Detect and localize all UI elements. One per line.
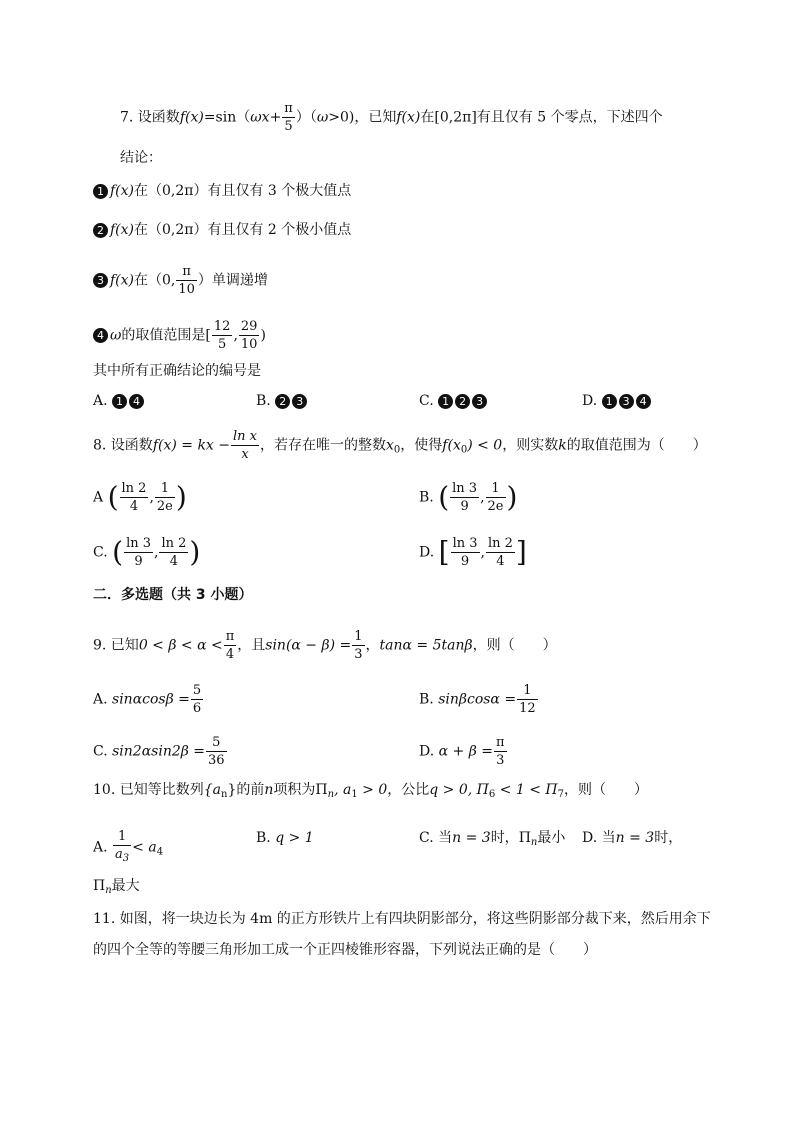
q9-frac2 bbox=[352, 628, 364, 663]
q7-item-1 bbox=[93, 181, 351, 201]
q7-option-b-label: B. bbox=[256, 393, 271, 409]
q10-c-prod: Π bbox=[518, 830, 531, 846]
q10-option-c[interactable] bbox=[419, 828, 565, 853]
q10-option-b[interactable] bbox=[256, 828, 314, 848]
q7-rest: 有且仅有 5 个零点，下述四个 bbox=[476, 109, 663, 126]
q8-a-frac2 bbox=[155, 480, 175, 515]
circle-1-icon: 1 bbox=[438, 394, 453, 409]
q7-function: f(x) bbox=[179, 109, 204, 126]
q9-c-num: 5 bbox=[206, 734, 227, 752]
q8-option-b-label: B. bbox=[419, 489, 434, 506]
q9-option-d[interactable] bbox=[419, 734, 508, 769]
q8-a-d2: 2e bbox=[156, 499, 173, 514]
q7-item4-d2: 10 bbox=[240, 337, 258, 352]
q10-c-expr: n = 3 bbox=[452, 830, 491, 846]
q10-cond2: > 0 bbox=[357, 782, 388, 798]
q10-prod-sub: n bbox=[327, 789, 335, 800]
left-paren-icon: ( bbox=[438, 480, 450, 514]
q10-option-d[interactable] bbox=[582, 828, 682, 848]
q9-b-expr: sinβcosα = bbox=[438, 691, 517, 708]
q10-b-expr: q > 1 bbox=[275, 830, 314, 846]
q9-sep: ， bbox=[365, 637, 380, 654]
circle-1-icon: 1 bbox=[602, 394, 617, 409]
q7-item2-fx: f(x) bbox=[110, 222, 135, 238]
q10-d-text2: 时， bbox=[654, 830, 683, 846]
q8-option-a-label: A bbox=[93, 489, 104, 506]
q8-function: f(x) = kx − bbox=[152, 437, 231, 454]
q9-b-num: 1 bbox=[517, 682, 538, 700]
q10-option-a[interactable] bbox=[93, 828, 163, 867]
q10-d-text: 当 bbox=[601, 830, 616, 846]
q7-omega: ω bbox=[316, 109, 329, 126]
q8-post: ，则实数 bbox=[502, 437, 559, 454]
q10-q-sub: 6 bbox=[488, 789, 496, 800]
q8-c-n1: ln 3 bbox=[126, 536, 151, 551]
q7-item-2 bbox=[93, 220, 351, 240]
section-heading: 二．多选题（共 3 小题） bbox=[93, 587, 253, 603]
q8-frac-den: x bbox=[241, 447, 249, 462]
q7-frac-num: π bbox=[284, 101, 293, 116]
left-bracket-icon: [ bbox=[438, 535, 450, 569]
q8-stem bbox=[93, 428, 707, 463]
q10-a-rest-sub: 4 bbox=[156, 846, 164, 858]
q11-stem-line1: 11. 如图，将一块边长为 4m 的正方形铁片上有四块阴影部分，将这些阴影部分裁下来，然后用余下 bbox=[93, 911, 711, 927]
q8-b-frac1 bbox=[450, 480, 479, 515]
q10-a-den-sub: 3 bbox=[122, 853, 130, 864]
q10-d-expr: n = 3 bbox=[615, 830, 655, 846]
q7-tail: 其中所有正确结论的编号是 bbox=[93, 363, 261, 379]
q10-n: n bbox=[264, 782, 274, 798]
q7-item4-omega: ω bbox=[110, 327, 122, 344]
right-paren-icon: ) bbox=[506, 480, 518, 514]
q7-plus: + bbox=[269, 109, 282, 126]
q9-a-frac bbox=[191, 682, 203, 717]
q8-c-n2: ln 2 bbox=[161, 536, 187, 551]
q9-frac2-den: 3 bbox=[354, 647, 363, 662]
q7-item-4 bbox=[93, 318, 266, 353]
q8-d-frac1 bbox=[451, 535, 480, 570]
q10-seq: {a bbox=[203, 782, 221, 798]
q7-item4-pre: 的取值范围是[ bbox=[121, 327, 211, 344]
q8-ineq2: ) < 0 bbox=[467, 437, 503, 454]
q7-item1-text: 在（0,2π）有且仅有 3 个极大值点 bbox=[134, 183, 352, 199]
q8-mid2: ，使得 bbox=[400, 437, 443, 454]
q7-item4-frac1 bbox=[212, 318, 233, 353]
q10-option-b-label: B. bbox=[256, 830, 271, 846]
q9-option-a[interactable] bbox=[93, 682, 204, 717]
q10-a-den bbox=[113, 846, 131, 867]
q8-c-d2: 4 bbox=[169, 554, 179, 569]
q7-item4-comma: , bbox=[233, 327, 238, 344]
q7-option-d-label: D. bbox=[582, 393, 598, 409]
q7-stem-line1 bbox=[120, 100, 663, 135]
q8-a-n2: 1 bbox=[155, 480, 175, 498]
q10-option-d-label: D. bbox=[582, 830, 598, 846]
q10-seq-sub: n bbox=[220, 789, 228, 800]
q10-d-prod: Π bbox=[93, 878, 106, 894]
q8-d-n2: ln 2 bbox=[487, 536, 513, 551]
q10-mid: 的前 bbox=[236, 782, 265, 798]
q8-option-c[interactable]: C. ( $\frac{\ln 3}{9}$ , $\frac{\ln 2}{4}$ ) bbox=[93, 535, 201, 569]
q8-b-frac2 bbox=[486, 480, 506, 515]
q7-prefix: 7. 设函数 bbox=[120, 109, 180, 126]
q7-option-c[interactable] bbox=[419, 391, 489, 411]
q7-omega-x: ωx bbox=[250, 109, 270, 126]
q9-c-den: 36 bbox=[208, 753, 225, 768]
q9-option-b[interactable] bbox=[419, 682, 539, 717]
q7-item4-n1: 12 bbox=[213, 319, 231, 334]
q10-a-frac bbox=[113, 828, 131, 867]
q8-ineq-sub: 0 bbox=[460, 444, 468, 456]
q11-stem-line2: 的四个全等的等腰三角形加工成一个正四棱锥形容器，下列说法正确的是（ ） bbox=[93, 942, 597, 958]
circle-4-icon: 4 bbox=[129, 394, 144, 409]
q8-ineq: f(x bbox=[442, 437, 461, 454]
q9-b-frac bbox=[517, 682, 538, 717]
q8-option-c-label: C. bbox=[93, 544, 108, 561]
right-paren-icon: ) bbox=[189, 535, 201, 569]
q8-fraction bbox=[231, 428, 259, 463]
q9-a-den: 6 bbox=[192, 701, 202, 716]
circle-4-icon: 4 bbox=[636, 394, 651, 409]
q8-a-frac1 bbox=[120, 480, 149, 515]
q7-frac-den: 5 bbox=[284, 119, 293, 134]
q9-frac1-num: π bbox=[225, 629, 235, 644]
q10-post: ，则（ ） bbox=[563, 782, 648, 798]
q7-item3-num: π bbox=[176, 263, 197, 281]
q9-option-a-label: A. bbox=[93, 691, 108, 708]
q10-c-prod-sub: n bbox=[530, 837, 538, 848]
q7-interval: [0,2π] bbox=[434, 109, 477, 126]
q9-a-num: 5 bbox=[192, 683, 202, 698]
q10-a-rest: < a bbox=[132, 839, 157, 856]
q9-d-den: 3 bbox=[496, 753, 505, 768]
q10-cond: , a bbox=[334, 782, 352, 798]
q10-prod: Π bbox=[315, 782, 328, 798]
q10-seq-close: } bbox=[227, 782, 237, 798]
q7-stem-line2: 结论： bbox=[120, 150, 162, 166]
q10-a-den-var: a bbox=[115, 847, 123, 862]
q8-mid: ，若存在唯一的整数 bbox=[260, 437, 387, 454]
q10-mid3: ，公比 bbox=[387, 782, 430, 798]
q10-q: q > 0, Π bbox=[429, 782, 489, 798]
q9-option-d-label: D. bbox=[419, 743, 435, 760]
q8-c-d1: 9 bbox=[134, 554, 143, 569]
circle-2-icon: 2 bbox=[275, 394, 290, 409]
q10-d-prod-sub: n bbox=[105, 885, 112, 896]
q10-option-c-label: C. bbox=[419, 830, 434, 846]
right-bracket-icon: ] bbox=[515, 535, 527, 569]
q9-mid: ，且 bbox=[237, 637, 266, 654]
q9-d-frac bbox=[494, 734, 507, 769]
q8-x0-sub: 0 bbox=[393, 444, 401, 456]
q8-c-frac2 bbox=[159, 535, 188, 570]
q7-option-c-label: C. bbox=[419, 393, 434, 409]
q8-option-d[interactable]: D. [ $\frac{\ln 3}{9}$ , $\frac{\ln 2}{4}$ ] bbox=[419, 535, 527, 569]
q7-item3-fx: f(x) bbox=[110, 272, 135, 289]
q8-b-d2: 2e bbox=[487, 499, 504, 514]
q8-option-d-label: D. bbox=[419, 544, 435, 561]
q10-option-a-label: A. bbox=[93, 839, 108, 856]
q10-d-text3: 最大 bbox=[111, 878, 140, 894]
q8-d-d1: 9 bbox=[460, 554, 470, 569]
circle-3-icon: 3 bbox=[472, 394, 487, 409]
q8-d-frac2 bbox=[486, 535, 515, 570]
q9-option-c[interactable] bbox=[93, 734, 228, 769]
left-paren-icon: ( bbox=[112, 535, 124, 569]
q9-stem bbox=[93, 628, 557, 663]
q10-q-sub2: 7 bbox=[557, 789, 564, 800]
q10-mid2: 项积为 bbox=[273, 782, 316, 798]
q8-d-d2: 4 bbox=[496, 554, 505, 569]
circle-1-icon: 1 bbox=[93, 184, 108, 199]
q8-prefix: 8. 设函数 bbox=[93, 437, 153, 454]
circle-3-icon: 3 bbox=[619, 394, 634, 409]
circle-3-icon: 3 bbox=[292, 394, 307, 409]
circle-4-icon: 4 bbox=[93, 328, 108, 343]
circle-2-icon: 2 bbox=[455, 394, 470, 409]
q7-item4-frac2 bbox=[239, 318, 260, 353]
q10-c-text: 当 bbox=[438, 830, 453, 846]
circle-3-icon: 3 bbox=[93, 273, 108, 288]
q8-a-d1: 4 bbox=[129, 499, 139, 514]
q7-item4-n2: 29 bbox=[240, 319, 258, 334]
q7-item1-fx: f(x) bbox=[110, 183, 135, 199]
q8-c-frac1 bbox=[124, 535, 153, 570]
q7-item2-text: 在（0,2π）有且仅有 2 个极小值点 bbox=[134, 222, 352, 238]
q7-item3-den: 10 bbox=[178, 282, 195, 297]
q7-in: 在 bbox=[420, 109, 435, 126]
q8-b-n2: 1 bbox=[486, 480, 506, 498]
q7-item3-post: ）单调递增 bbox=[197, 272, 268, 289]
q7-item-3 bbox=[93, 263, 268, 298]
q8-x0: x bbox=[386, 437, 394, 454]
circle-2-icon: 2 bbox=[93, 223, 108, 238]
q9-c-expr: sin2αsin2β = bbox=[112, 743, 206, 760]
right-paren-icon: ) bbox=[175, 480, 187, 514]
q9-option-b-label: B. bbox=[419, 691, 434, 708]
q8-a-n1: ln 2 bbox=[121, 481, 147, 496]
q8-option-b[interactable]: B. ( $\frac{\ln 3}{9}$ , $\frac{1}{2e}$ ) bbox=[419, 480, 518, 514]
q9-a-expr: sinαcosβ = bbox=[112, 691, 190, 708]
q9-c-frac bbox=[206, 734, 227, 769]
q8-b-d1: 9 bbox=[460, 499, 469, 514]
q7-item4-d1: 5 bbox=[218, 337, 227, 352]
q10-c-text3: 最小 bbox=[537, 830, 566, 846]
left-paren-icon: ( bbox=[107, 480, 119, 514]
q8-post2: 的取值范围为（ ） bbox=[566, 437, 707, 454]
q8-d-n1: ln 3 bbox=[452, 536, 478, 551]
q10-prefix: 10. 已知等比数列 bbox=[93, 782, 204, 798]
q7-item4-post: ) bbox=[260, 327, 266, 344]
q7-function-2: f(x) bbox=[396, 109, 421, 126]
q9-option-c-label: C. bbox=[93, 743, 108, 760]
q7-sin: =sin（ bbox=[203, 109, 251, 126]
q9-sin: sin(α − β) = bbox=[265, 637, 352, 654]
q7-option-a-label: A. bbox=[93, 393, 108, 409]
q9-d-expr: α + β = bbox=[438, 743, 493, 760]
circle-1-icon: 1 bbox=[112, 394, 127, 409]
q9-tan: tanα = 5tanβ bbox=[379, 637, 473, 654]
q7-cond: >0)，已知 bbox=[328, 109, 397, 126]
q8-option-a[interactable]: A ( $\frac{\ln 2}{4}$ , $\frac{1}{2e}$ ) bbox=[93, 480, 187, 514]
q9-frac2-num: 1 bbox=[354, 629, 363, 644]
q7-item3-fraction bbox=[176, 263, 197, 298]
q9-b-den: 12 bbox=[519, 701, 536, 716]
q10-c-text2: 时， bbox=[490, 830, 519, 846]
q9-frac1-den: 4 bbox=[225, 647, 235, 662]
q9-frac1 bbox=[224, 628, 237, 663]
q9-post: ，则（ ） bbox=[472, 637, 557, 654]
q8-b-n1: ln 3 bbox=[452, 481, 478, 496]
q7-fraction bbox=[282, 100, 295, 135]
q9-cond: 0 < β < α < bbox=[138, 637, 223, 654]
q10-option-d-continued bbox=[93, 876, 140, 901]
q10-cond-sub: 1 bbox=[351, 789, 358, 800]
q7-option-d[interactable] bbox=[582, 391, 653, 411]
q8-k: k bbox=[558, 437, 567, 454]
q8-frac-num: ln x bbox=[233, 429, 258, 444]
q9-d-num: π bbox=[496, 735, 505, 750]
q7-option-a[interactable] bbox=[93, 391, 146, 411]
q10-q2: < 1 < Π bbox=[495, 782, 558, 798]
q7-close: ）（ bbox=[295, 109, 317, 126]
q9-prefix: 9. 已知 bbox=[93, 637, 139, 654]
q10-a-num: 1 bbox=[113, 828, 131, 846]
q7-item3-pre: 在（0, bbox=[134, 272, 176, 289]
q10-stem bbox=[93, 780, 648, 805]
q7-option-b[interactable] bbox=[256, 391, 309, 411]
